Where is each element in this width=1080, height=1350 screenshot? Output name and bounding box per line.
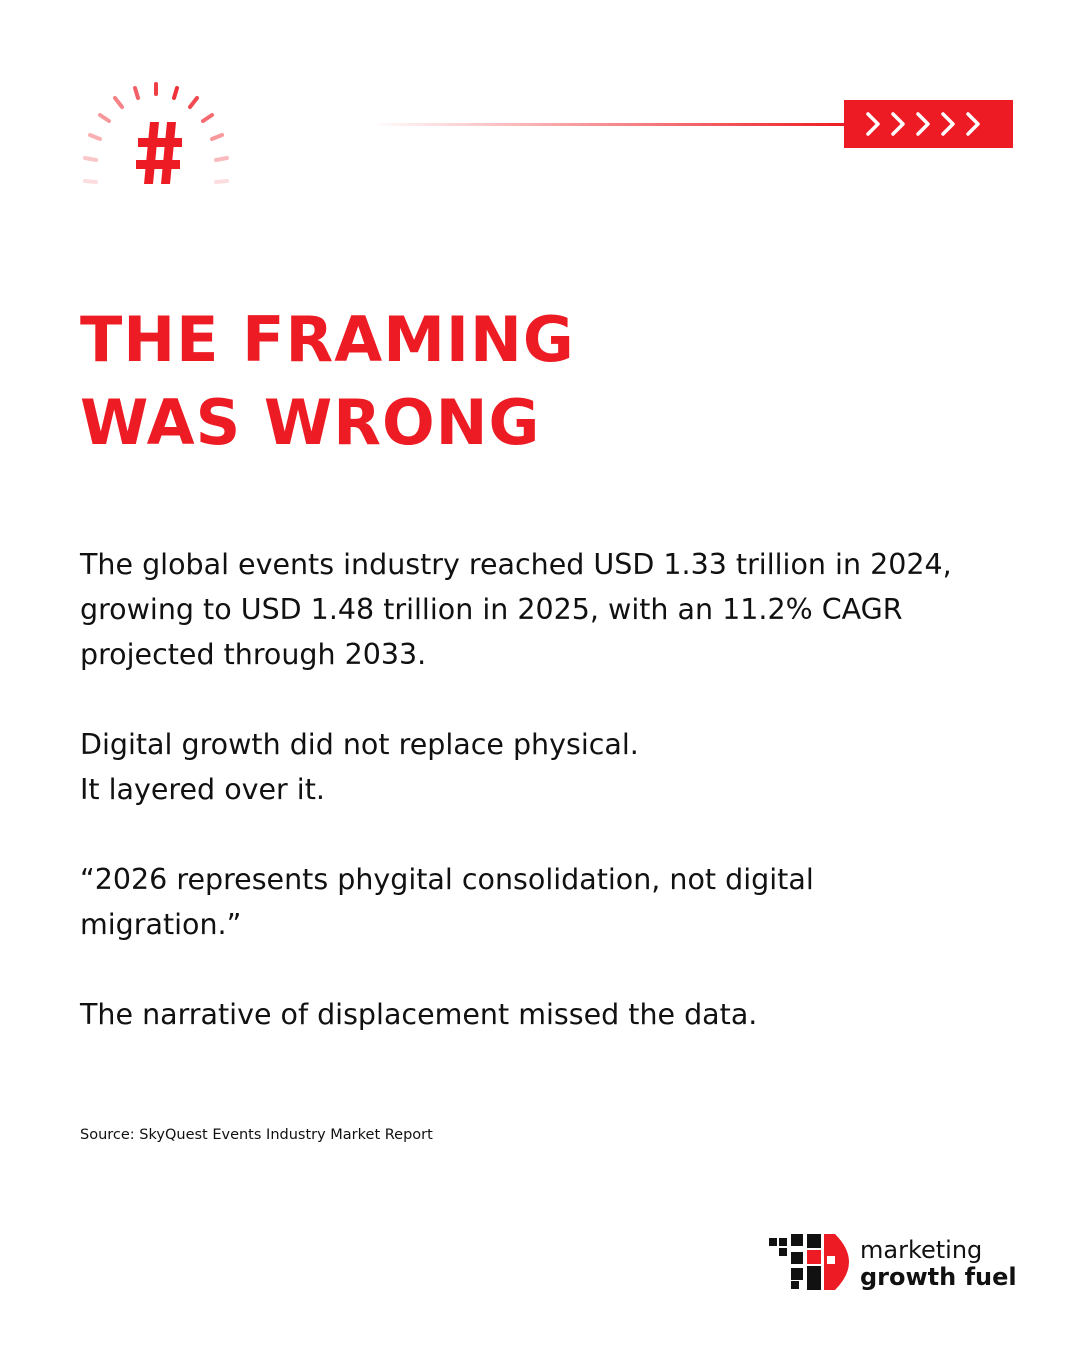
quote: “2026 represents phygital consolidation, not digital migration.” — [80, 863, 814, 941]
source-citation: Source: SkyQuest Events Industry Market Report — [80, 1127, 433, 1143]
title-line-1: THE FRAMING — [80, 303, 575, 376]
brand — [769, 1234, 1029, 1294]
paragraph-digital-growth-line-1: Digital growth did not replace physical. — [80, 728, 639, 761]
hash-badge — [78, 78, 248, 208]
body-text — [80, 542, 980, 1082]
paragraph-conclusion: The narrative of displacement missed the data. — [80, 998, 758, 1031]
paragraph-market-stats: The global events industry reached USD 1.33 trillion in 2024, growing to USD 1.48 trillion in 2025, with an 11.2% CAGR projected through 2033. — [80, 548, 952, 671]
page-title — [80, 298, 980, 464]
brand-name-line-2: growth fuel — [860, 1263, 1017, 1291]
brand-name-line-1: marketing — [860, 1236, 983, 1264]
pixel-logo-icon — [769, 1234, 849, 1291]
hash-icon — [136, 120, 184, 186]
title-line-2: WAS WRONG — [80, 386, 541, 459]
paragraph-digital-growth-line-2: It layered over it. — [80, 773, 325, 806]
arrow-tag — [844, 100, 1013, 148]
chevrons-right-icon — [864, 111, 994, 137]
decorative-line — [370, 123, 845, 126]
paragraph-digital-growth — [80, 722, 980, 812]
